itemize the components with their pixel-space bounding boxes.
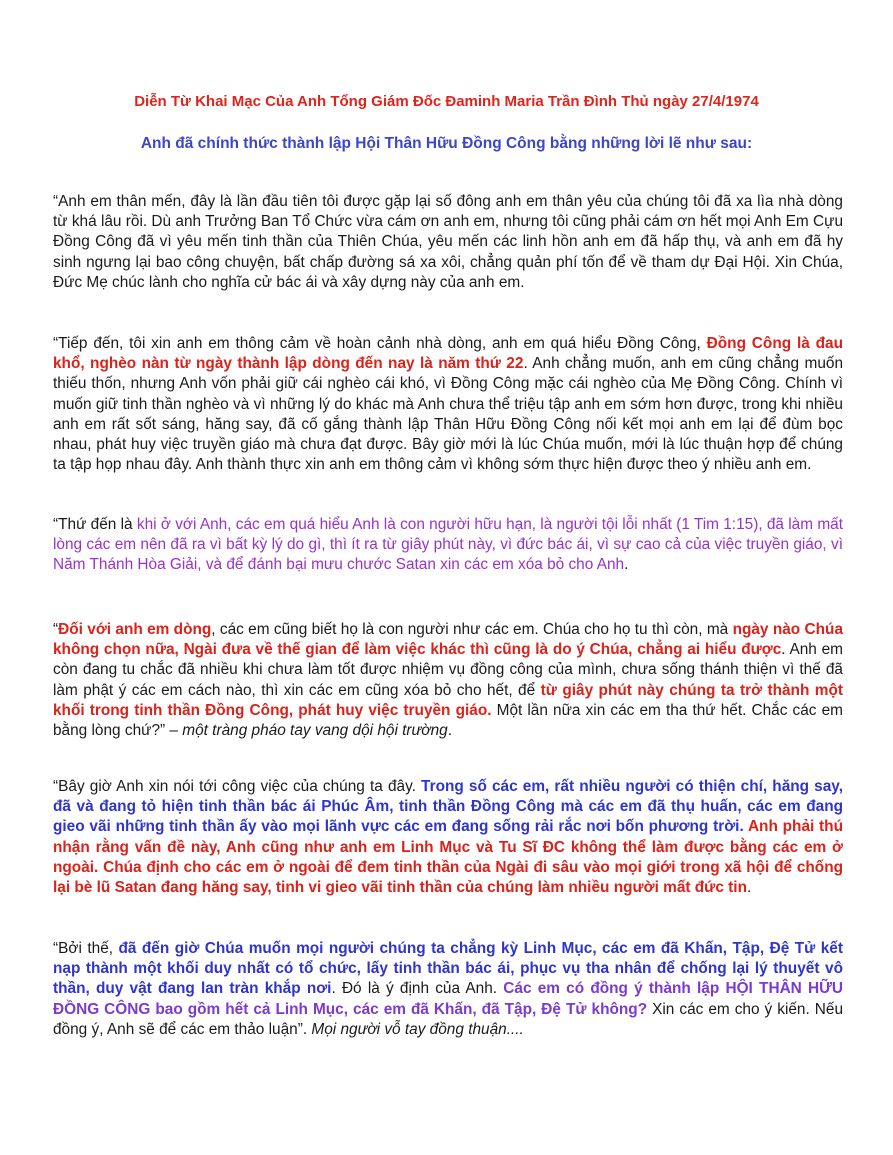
paragraph-5-text-d: .: [746, 879, 752, 897]
paragraph-5-emphasis-blue: Trong số các em, rất nhiều người có thiện chí, hăng say, đã và đang tỏ hiện tinh thần bác ái Phúc Âm, tinh thần Đồng Công mà các em đã thụ huấn, các em đang gieo vãi những tinh thần ấy vào mọi lãnh vực các em đang sống rải rắc nơi bốn phương trời.: [53, 778, 843, 836]
document-title: Diễn Từ Khai Mạc Của Anh Tổng Giám Đốc Đaminh Maria Trần Đình Thủ ngày 27/4/1974: [134, 93, 759, 110]
paragraph-6-text-a: “Bởi thế,: [53, 940, 119, 957]
paragraph-4: [53, 620, 843, 741]
paragraph-4-text-e: . Anh em còn đang tu chắc đã nhiều khi chưa làm tốt được nhiệm vụ đồng công của mình, chưa sống thánh thiện vì thế đã làm phật ý các em cách nào, thì xin các em cũng xóa bỏ cho hết, để: [53, 641, 843, 699]
paragraph-3-emphasis: khi ở với Anh, các em quá hiểu Anh là con người hữu hạn, là người tội lỗi nhất (1 Tim 1:15), đã làm mất lòng các em nên đã ra vì bất kỳ lý do gì, thì ít ra từ giây phút này, vì đức bác ái, vì sự cao cả của việc truyền giáo, vì Năm Thánh Hòa Giải, và để đánh bại mưu chước Satan xin các em xóa bỏ cho Anh: [53, 516, 844, 574]
paragraph-4-emphasis-2: ngày nào Chúa không chọn nữa, Ngài đưa về thế gian để làm việc khác thì cũng là do ý Chúa, chẳng ai hiểu được: [53, 621, 844, 659]
paragraph-4-emphasis-1: Đối với anh em dòng: [58, 621, 212, 638]
paragraph-5-text-a: “Bây giờ Anh xin nói tới công việc của chúng ta đây.: [53, 778, 422, 795]
paragraph-6-emphasis-purple: Các em có đồng ý thành lập HỘI THÂN HỮU ĐỒNG CÔNG bao gồm hết cả Linh Mục, các em đã Khấn, đã Tập, Đệ Tử không?: [53, 980, 843, 1018]
paragraph-3-text-c: .: [624, 556, 629, 574]
paragraph-6-emphasis-blue: đã đến giờ Chúa muốn mọi người chúng ta chẳng kỳ Linh Mục, các em đã Khấn, Tập, Đệ Tử kết nạp thành một khối duy nhất có tổ chức, lấy tinh thần bác ái, phục vụ tha nhân để chống lại lý thuyết vô thần, duy vật đang lan tràn khắp nơi: [53, 940, 843, 998]
paragraph-6-text-c: . Đó là ý định của Anh.: [331, 980, 504, 998]
paragraph-2: [53, 334, 843, 475]
paragraph-3: [53, 515, 843, 576]
paragraph-2-text-c: . Anh chẳng muốn, anh em cũng chẳng muốn thiếu thốn, nhưng Anh vốn phải giữ cái nghèo cái khó, vì Đồng Công mặc cái nghèo của Mẹ Đồng Công. Chính vì muốn giữ tinh thần nghèo và vì những lý do khác mà Anh chưa thể triệu tập anh em sớm hơn được, trong khi nhiều anh em rất sốt sáng, hăng say, đã cố gắng thành lập Thân Hữu Đồng Công nối kết mọi anh em lại để đùm bọc nhau, phát huy việc truyền giáo mà chưa đạt được. Bây giờ mới là lúc Chúa muốn, mới là lúc thuận hợp để chúng ta tập họp nhau đây. Anh thành thực xin anh em thông cảm vì không sớm thực hiện được theo ý nhiều anh em.: [53, 355, 844, 474]
paragraph-6: [53, 939, 843, 1040]
paragraph-5: [53, 777, 843, 898]
paragraph-2-text-a: “Tiếp đến, tôi xin anh em thông cảm về hoàn cảnh nhà dòng, anh em quá hiểu Đồng Công,: [53, 335, 707, 352]
paragraph-4-emphasis-3: từ giây phút này chúng ta trở thành một khối trong tinh thần Đồng Công, phát huy việc truyền giáo.: [53, 681, 843, 719]
paragraph-4-text-i: .: [447, 722, 452, 740]
paragraph-4-text-g: Một lần nữa xin các em tha thứ hết. Chắc các em bằng lòng chứ?” –: [53, 701, 843, 740]
document-subtitle: Anh đã chính thức thành lập Hội Thân Hữu Đồng Công bằng những lời lẽ như sau:: [140, 135, 753, 152]
paragraph-1: [53, 192, 843, 293]
paragraph-4-italic-note: một tràng pháo tay vang dội hội trường: [182, 722, 448, 740]
paragraph-6-italic-note: Mọi người vỗ tay đồng thuận....: [311, 1020, 524, 1038]
paragraph-6-text-e: Xin các em cho ý kiến. Nếu đồng ý, Anh sẽ để các em thảo luận”.: [53, 1000, 844, 1038]
paragraph-4-text-a: “: [53, 621, 59, 638]
paragraph-4-text-c: , các em cũng biết họ là con người như các em. Chúa cho họ tu thì còn, mà: [211, 621, 733, 638]
paragraph-5-emphasis-red: Anh phải thú nhận rằng vấn đề này, Anh cũng như anh em Linh Mục và Tu Sĩ ĐC không thể làm được bằng các em ở ngoài. Chúa định cho các em ở ngoài để đem tinh thần của Ngài đi sâu vào mọi giới trong xã hội để chống lại bè lũ Satan đang hăng say, tinh vi gieo vãi tinh thần của chúng làm nhiều người mất đức tin: [53, 818, 843, 897]
paragraph-2-emphasis: Đồng Công là đau khổ, nghèo nàn từ ngày thành lập dòng đến nay là năm thứ 22: [53, 335, 843, 373]
paragraph-1-text: “Anh em thân mến, đây là lần đầu tiên tôi được gặp lại số đông anh em thân yêu của chúng tôi đã xa lìa nhà dòng từ khá lâu rồi. Dù anh Trưởng Ban Tổ Chức vừa cám ơn anh em, nhưng tôi cũng phải cám ơn hết mọi Anh Em Cựu Đồng Công đã vì yêu mến tinh thần của Thiên Chúa, yêu mến các linh hồn anh em đã hấp thụ, và anh em đã hy sinh ngưng lại bao công chuyện, bất chấp đường sá xa xôi, chẳng quản phí tốn để về tham dự Đại Hội. Xin Chúa, Đức Mẹ chúc lành cho nghĩa cử bác ái và xây dựng này của anh em.: [53, 193, 843, 291]
paragraph-3-text-a: “Thứ đến là: [53, 516, 137, 533]
